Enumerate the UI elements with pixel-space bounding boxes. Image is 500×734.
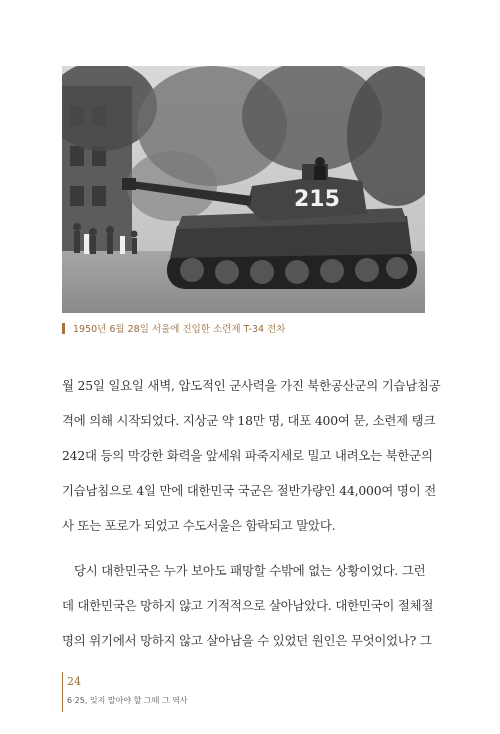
paragraph-line: 242대 등의 막강한 화력을 앞세워 파죽지세로 밀고 내려오는 북한군의 <box>62 448 433 463</box>
photo-caption <box>62 321 285 335</box>
paragraph-line: 기습남침으로 4일 만에 대한민국 국군은 절반가량인 44,000여 명이 전 <box>62 483 436 498</box>
book-title: 6·25, 잊지 말아야 할 그때 그 역사 <box>67 696 188 705</box>
body-paragraph-1 <box>62 368 441 543</box>
caption-marker <box>62 323 65 334</box>
paragraph-line: 격에 의해 시작되었다. 지상군 약 18만 명, 대포 400여 문, 소련제 탱크 <box>62 413 436 428</box>
caption-text: 1950년 6월 28일 서울에 진입한 소련제 T-34 전차 <box>73 324 286 335</box>
page-footer <box>62 672 188 712</box>
tank-photo <box>62 66 425 313</box>
tank-number: 215 <box>294 187 340 212</box>
body-paragraph-2 <box>62 553 434 658</box>
tank-photo-illustration <box>62 66 425 313</box>
paragraph-line: 당시 대한민국은 누가 보아도 패망할 수밖에 없는 상황이었다. 그런 <box>74 563 426 578</box>
paragraph-line: 사 또는 포로가 되었고 수도서울은 함락되고 말았다. <box>62 518 336 533</box>
paragraph-line: 데 대한민국은 망하지 않고 기적적으로 살아남았다. 대한민국이 절체절 <box>62 598 434 613</box>
page-number: 24 <box>67 675 81 688</box>
paragraph-line: 월 25일 일요일 새벽, 압도적인 군사력을 가진 북한공산군의 기습남침공 <box>62 378 441 393</box>
paragraph-line: 명의 위기에서 망하지 않고 살아남을 수 있었던 원인은 무엇이었나? 그 <box>62 633 432 648</box>
